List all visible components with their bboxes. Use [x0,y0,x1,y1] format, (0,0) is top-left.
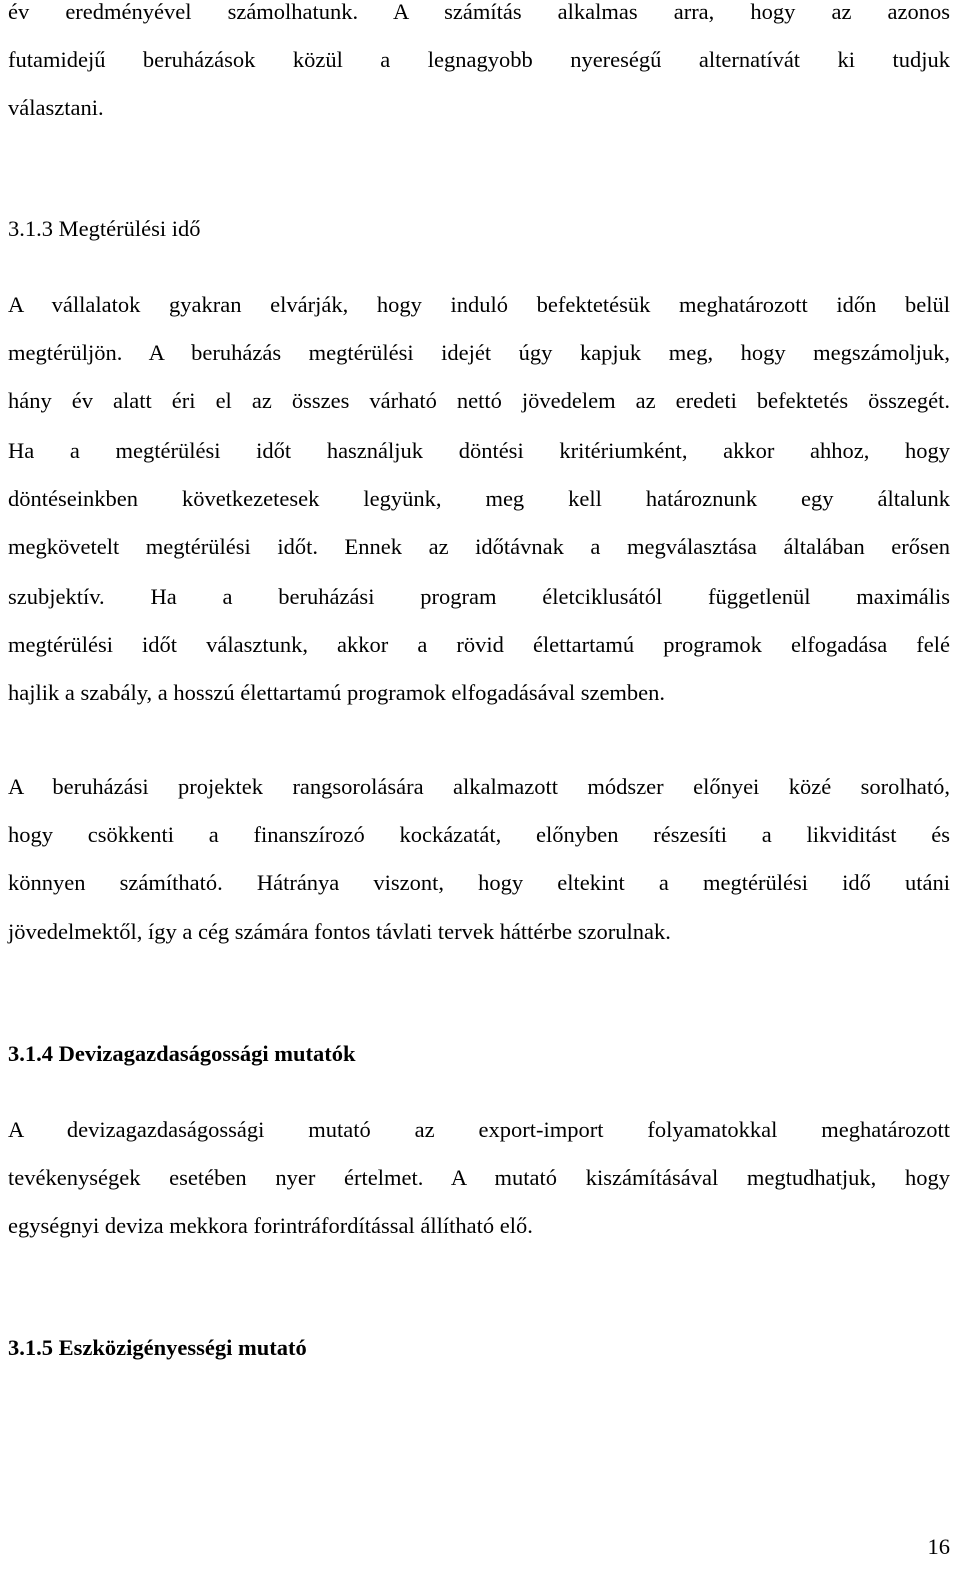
s313-p1-line-8: megtérülési időt választunk, akkor a rövid élettartamú programok elfogadása felé [8,632,950,657]
s313-p1-line-7: szubjektív. Ha a beruházási program életciklusától függetlenül maximális [8,584,950,609]
intro-line-1: év eredményével számolhatunk. A számítás alkalmas arra, hogy az azonos [8,0,950,24]
s313-p1-line-6: megkövetelt megtérülési időt. Ennek az időtávnak a megválasztása általában erősen [8,534,950,559]
section-heading-313: 3.1.3 Megtérülési idő [8,216,201,241]
s313-p2-line-4: jövedelmektől, így a cég számára fontos távlati tervek háttérbe szorulnak. [8,919,671,944]
s313-p1-line-9: hajlik a szabály, a hosszú élettartamú programok elfogadásával szemben. [8,680,666,705]
section-heading-314: 3.1.4 Devizagazdaságossági mutatók [8,1041,356,1066]
s313-p1-line-1: A vállalatok gyakran elvárják, hogy induló befektetésük meghatározott időn belül [8,292,950,317]
s313-p2-line-3: könnyen számítható. Hátránya viszont, hogy eltekint a megtérülési idő utáni [8,870,950,895]
s314-p1-line-3: egységnyi deviza mekkora forintráfordítással állítható elő. [8,1213,533,1238]
section-heading-315: 3.1.5 Eszközigényességi mutató [8,1335,307,1360]
s314-p1-line-2: tevékenységek esetében nyer értelmet. A mutató kiszámításával megtudhatjuk, hogy [8,1165,950,1190]
intro-line-3: választani. [8,95,104,120]
s313-p2-line-2: hogy csökkenti a finanszírozó kockázatát, előnyben részesíti a likviditást és [8,822,950,847]
s313-p1-line-4: Ha a megtérülési időt használjuk döntési kritériumként, akkor ahhoz, hogy [8,438,950,463]
s313-p1-line-2: megtérüljön. A beruházás megtérülési idejét úgy kapjuk meg, hogy megszámoljuk, [8,340,950,365]
intro-line-2: futamidejű beruházások közül a legnagyobb nyereségű alternatívát ki tudjuk [8,47,950,72]
page-number: 16 [927,1534,950,1559]
s314-p1-line-1: A devizagazdaságossági mutató az export-import folyamatokkal meghatározott [8,1117,950,1142]
s313-p2-line-1: A beruházási projektek rangsorolására alkalmazott módszer előnyei közé sorolható, [8,774,950,799]
s313-p1-line-3: hány év alatt éri el az összes várható nettó jövedelem az eredeti befektetés összegét. [8,388,950,413]
s313-p1-line-5: döntéseinkben következetesek legyünk, meg kell határoznunk egy általunk [8,486,950,511]
